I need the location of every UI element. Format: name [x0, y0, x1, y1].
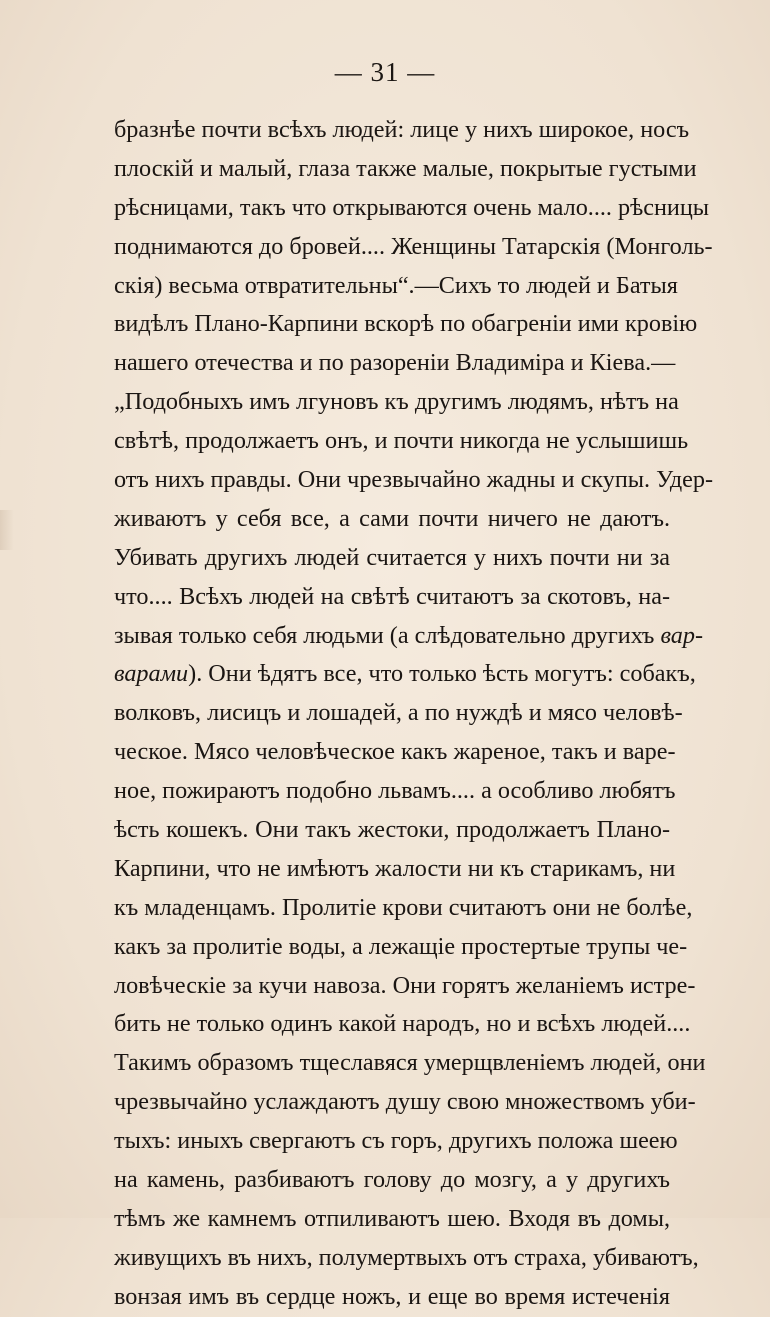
text-line-with-italic — [114, 617, 704, 656]
text-line: волковъ, лисицъ и лошадей, а по нуждѣ и мясо человѣ- — [114, 699, 683, 727]
text-line: скія) весьма отвратительны“.—Сихъ то людей и Батыя — [114, 271, 678, 299]
text-line: рѣсницами, такъ что открываются очень мало.... рѣсницы — [114, 193, 710, 221]
text-line: нашего отечества и по разореніи Владиміра и Кіева.— — [114, 349, 676, 377]
text-line: бить не только одинъ какой народъ, но и всѣхъ людей.... — [114, 1010, 691, 1038]
page-number: — 31 — — [334, 57, 436, 87]
page-edge-shadow — [0, 510, 14, 550]
text-line: „Подобныхъ имъ лгуновъ къ другимъ людямъ, нѣтъ на — [114, 388, 679, 416]
italic-word: вар- — [660, 621, 704, 649]
text-line: вонзая имъ въ сердце ножъ, и еще во время истеченія — [114, 1282, 670, 1310]
text-line: тыхъ: иныхъ свергаютъ съ горъ, другихъ положа шеею — [114, 1127, 678, 1155]
text-line: Такимъ образомъ тщеславяся умерщвленіемъ людей, они — [114, 1049, 706, 1077]
text-line: свѣтѣ, продолжаетъ онъ, и почти никогда не услышишь — [114, 427, 689, 455]
text-line: къ младенцамъ. Пролитіе крови считаютъ они не болѣе, — [114, 893, 693, 921]
text-line: живаютъ у себя все, а сами почти ничего не даютъ. — [114, 504, 670, 532]
text-line: на камень, разбиваютъ голову до мозгу, а у другихъ — [114, 1166, 670, 1194]
italic-word: варами — [114, 660, 189, 688]
body-text — [114, 111, 714, 1317]
text-line: тѣмъ же камнемъ отпиливаютъ шею. Входя въ домы, — [114, 1204, 670, 1232]
text-line: плоскій и малый, глаза также малые, покрытые густыми — [114, 154, 697, 182]
text-segment: зывая только себя людьми (а слѣдовательно другихъ — [114, 621, 661, 649]
text-line: чрезвычайно услаждаютъ душу свою множествомъ уби- — [114, 1088, 696, 1116]
text-line: видѣлъ Плано-Карпини вскорѣ по обагреніи ими кровію — [114, 310, 698, 338]
text-line: что.... Всѣхъ людей на свѣтѣ считаютъ за скотовъ, на- — [114, 582, 670, 610]
text-line: отъ нихъ правды. Они чрезвычайно жадны и скупы. Удер- — [114, 466, 714, 494]
text-line: Убивать другихъ людей считается у нихъ почти ни за — [114, 543, 670, 571]
text-line: поднимаются до бровей.... Женщины Татарскія (Монголь- — [114, 232, 713, 260]
text-line: Карпини, что не имѣютъ жалости ни къ старикамъ, ни — [114, 854, 676, 882]
text-line: живущихъ въ нихъ, полумертвыхъ отъ страха, убиваютъ, — [114, 1243, 699, 1271]
text-line: бразнѣе почти всѣхъ людей: лице у нихъ широкое, носъ — [114, 116, 690, 143]
text-line: ное, пожираютъ подобно львамъ.... а особливо любятъ — [114, 777, 676, 805]
text-line: ловѣческіе за кучи навоза. Они горятъ желаніемъ истре- — [114, 971, 696, 999]
text-line: какъ за пролитіе воды, а лежащіе простертые трупы че- — [114, 932, 688, 960]
text-segment: ). Они ѣдятъ все, что только ѣсть могутъ: собакъ, — [188, 660, 696, 688]
text-line-with-italic — [114, 655, 696, 694]
text-line: ческое. Мясо человѣческое какъ жареное, такъ и варе- — [114, 738, 676, 766]
text-line: ѣсть кошекъ. Они такъ жестоки, продолжаетъ Плано- — [114, 816, 670, 844]
